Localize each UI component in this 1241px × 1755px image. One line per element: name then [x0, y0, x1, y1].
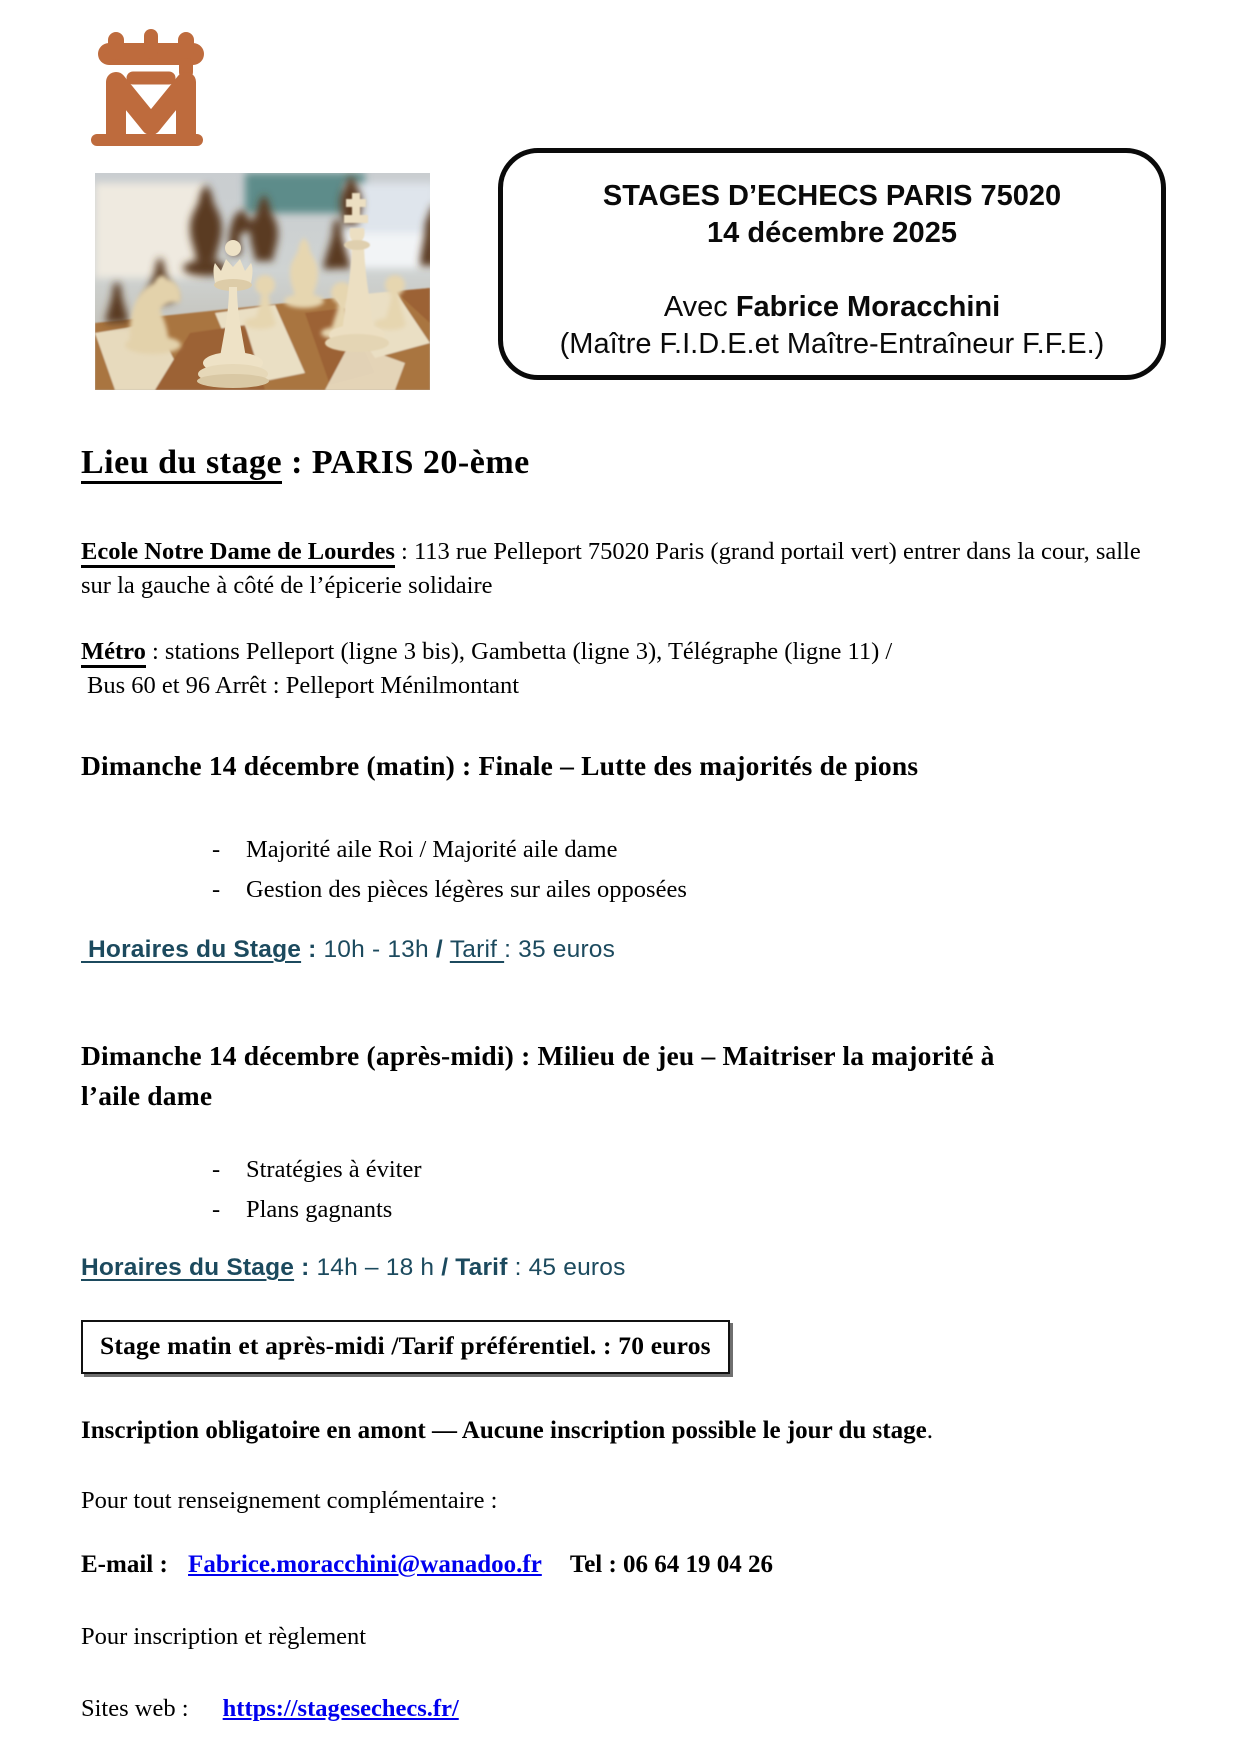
afternoon-schedule: Horaires du Stage : 14h – 18 h / Tarif : 45 euros: [81, 1254, 626, 1281]
combined-offer-text: Stage matin et après-midi /Tarif préférentiel. : 70 euros: [100, 1331, 711, 1360]
school-text: 113 rue Pelleport 75020 Paris (grand portail vert) entrer dans la cour, salle sur la gauche à côté de l’épicerie solidaire: [81, 538, 1141, 599]
morning-schedule: Horaires du Stage : 10h - 13h / Tarif : 35 euros: [88, 936, 616, 963]
morning-heading: Dimanche 14 décembre (matin) : Finale – Lutte des majorités de pions: [81, 750, 919, 781]
metro-line2: Bus 60 et 96 Arrêt : Pelleport Ménilmontant: [87, 672, 520, 699]
location-label: Lieu du stage: [81, 444, 282, 484]
metro-paragraph: Métro : stations Pelleport (ligne 3 bis), Gambetta (ligne 3), Télégraphe (ligne 11) / Bus 60 et 96 Arrêt : Pelleport Ménilmontant: [81, 638, 893, 699]
tel-value: Tel : 06 64 19 04 26: [569, 1551, 774, 1578]
email-label: E-mail :: [81, 1551, 175, 1578]
list-item: - Plans gagnants: [212, 1190, 422, 1230]
tarif-value: 35 euros: [518, 936, 616, 963]
schedule-label: Horaires du Stage: [88, 936, 302, 963]
crowned-M-logo-icon: [85, 22, 217, 148]
page-title: Lieu du stage : PARIS 20-ème: [81, 444, 530, 482]
schedule-label: Horaires du Stage: [81, 1254, 295, 1281]
combined-offer-box: [81, 1320, 730, 1374]
list-item: - Gestion des pièces légères sur ailes opposées: [212, 870, 687, 910]
chess-photo: [95, 173, 430, 390]
payment-line: Pour inscription et règlement: [81, 1623, 367, 1650]
dash-bullet: -: [212, 836, 221, 863]
web-label: Sites web :: [81, 1695, 195, 1722]
tarif-label: Tarif: [449, 936, 505, 963]
title-line1: STAGES D’ECHECS PARIS 75020: [602, 180, 1062, 212]
email-link[interactable]: Fabrice.moracchini@wanadoo.fr: [188, 1551, 542, 1578]
tarif-value: 45 euros: [528, 1254, 626, 1281]
morning-bullets: [212, 830, 687, 910]
school-label: Ecole Notre Dame de Lourdes: [81, 538, 395, 568]
location-value: PARIS 20-ème: [311, 444, 530, 481]
dash-bullet: -: [212, 1156, 221, 1183]
afternoon-heading: Dimanche 14 décembre (après-midi) : Milieu de jeu – Maitriser la majorité à l’aile dame: [81, 1040, 995, 1111]
contact-line: [81, 1551, 773, 1579]
info-line: Pour tout renseignement complémentaire :: [81, 1487, 498, 1514]
instructor-name: Fabrice Moracchini: [735, 291, 1001, 323]
web-line: [81, 1695, 459, 1723]
registration-notice: Inscription obligatoire en amont — Aucune inscription possible le jour du stage.: [81, 1417, 933, 1444]
title-line2: 14 décembre 2025: [707, 217, 957, 249]
title-instructor-line: Avec Fabrice Moracchini: [663, 291, 1001, 323]
title-box: [498, 148, 1166, 380]
dash-bullet: -: [212, 876, 221, 903]
afternoon-bullets: [212, 1150, 422, 1230]
metro-line1: stations Pelleport (ligne 3 bis), Gambetta (ligne 3), Télégraphe (ligne 11) /: [164, 638, 893, 665]
list-item: - Majorité aile Roi / Majorité aile dame: [212, 830, 687, 870]
website-link[interactable]: https://stagesechecs.fr/: [222, 1695, 459, 1722]
dash-bullet: -: [212, 1196, 221, 1223]
list-item: - Stratégies à éviter: [212, 1150, 422, 1190]
school-paragraph: Ecole Notre Dame de Lourdes : 113 rue Pelleport 75020 Paris (grand portail vert) entrer dans la cour, salle sur la gauche à côté de l’épicerie solidaire: [81, 538, 1141, 599]
title-credentials: (Maître F.I.D.E.et Maître-Entraîneur F.F.E.): [559, 328, 1105, 360]
metro-label: Métro: [81, 638, 146, 668]
tarif-label: / Tarif: [441, 1254, 508, 1281]
